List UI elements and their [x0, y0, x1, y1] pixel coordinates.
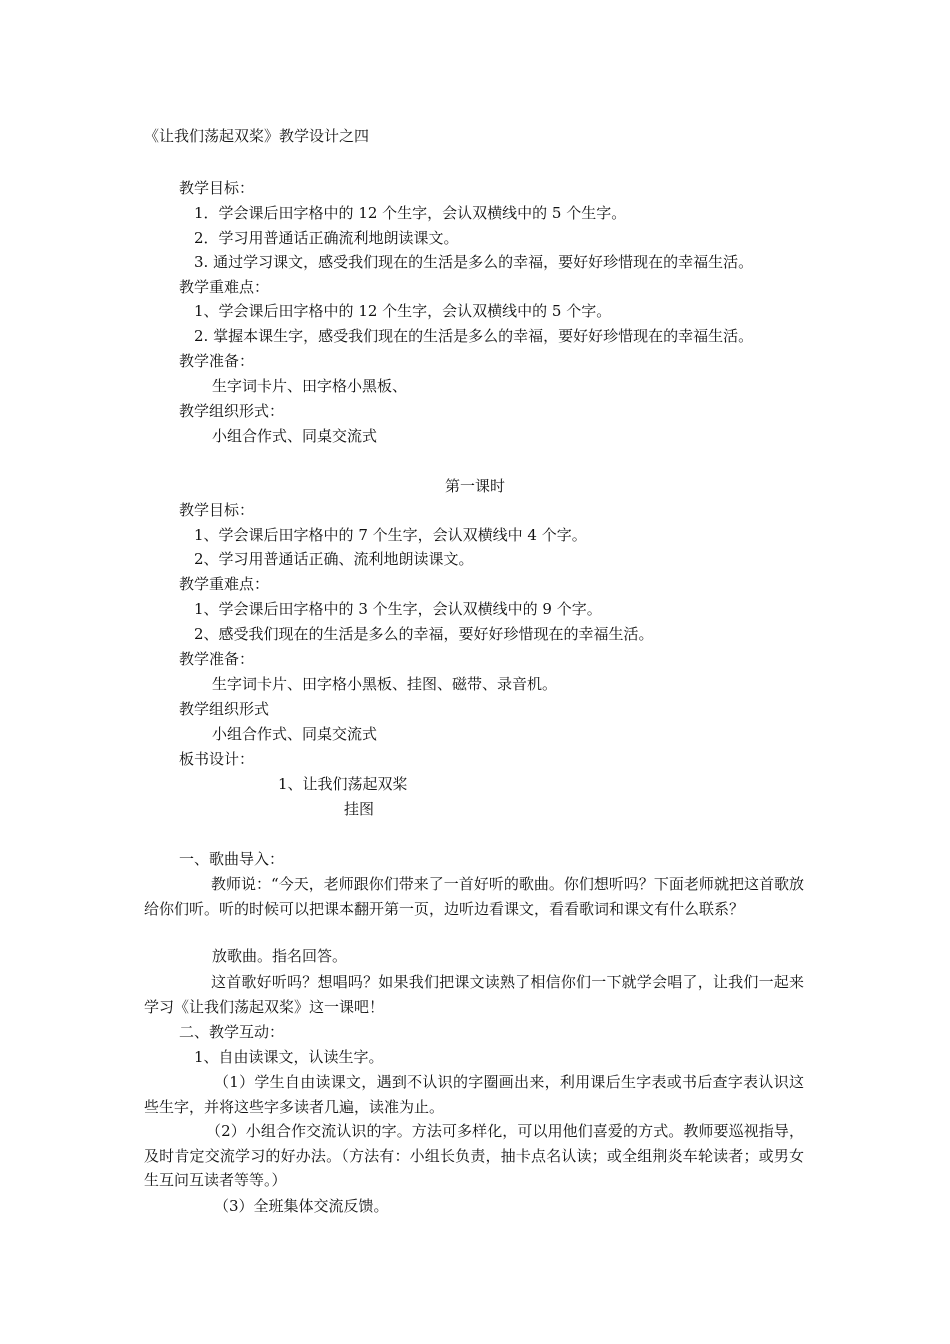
paragraph: 放歌曲。指名回答。	[212, 947, 348, 965]
goal-item: 2．学习用普通话正确流利地朗读课文。	[194, 229, 459, 247]
key-point-item: 2、感受我们现在的生活是多么的幸福，要好好珍惜现在的幸福生活。	[194, 625, 654, 643]
preparation-text: 生字词卡片、田字格小黑板、	[212, 377, 408, 395]
goal-item: 2、学习用普通话正确、流利地朗读课文。	[194, 550, 474, 568]
key-points-heading: 教学重难点：	[179, 575, 270, 593]
goals-heading: 教学目标：	[179, 501, 255, 519]
board-design-title: 1、让我们荡起双桨	[278, 775, 408, 793]
organization-text: 小组合作式、同桌交流式	[212, 725, 378, 743]
goal-item: 1、学会课后田字格中的 7 个生字，会认双横线中 4 个字。	[194, 526, 587, 544]
document-title: 《让我们荡起双桨》教学设计之四	[144, 127, 370, 145]
goals-heading: 教学目标：	[179, 179, 255, 197]
paragraph: （3）全班集体交流反馈。	[214, 1197, 389, 1215]
section-heading: 二、教学互动：	[179, 1023, 285, 1041]
subsection-heading: 1、自由读课文，认读生字。	[194, 1048, 384, 1066]
goal-item: 1．学会课后田字格中的 12 个生字，会认双横线中的 5 个生字。	[194, 204, 627, 222]
key-point-item: 2. 掌握本课生字，感受我们现在的生活是多么的幸福，要好好珍惜现在的幸福生活。	[194, 327, 754, 345]
organization-heading: 教学组织形式	[179, 700, 270, 718]
paragraph: 这首歌好听吗？想唱吗？如果我们把课文读熟了相信你们一下就学会唱了，让我们一起来学习《让我们荡起双桨》这一课吧！	[144, 973, 804, 1016]
section-heading: 一、歌曲导入：	[179, 850, 285, 868]
goal-item: 3. 通过学习课文，感受我们现在的生活是多么的幸福，要好好珍惜现在的幸福生活。	[194, 253, 754, 271]
preparation-heading: 教学准备：	[179, 650, 255, 668]
preparation-heading: 教学准备：	[179, 352, 255, 370]
paragraph: （1）学生自由读课文，遇到不认识的字圈画出来，利用课后生字表或书后查字表认识这些生字，并将这些字多读者几遍，读准为止。	[144, 1073, 804, 1116]
paragraph: 教师说：“今天，老师跟你们带来了一首好听的歌曲。你们想听吗？下面老师就把这首歌放给你们听。听的时候可以把课本翻开第一页，边听边看课文，看看歌词和课文有什么联系？	[144, 875, 804, 918]
key-point-item: 1、学会课后田字格中的 12 个生字，会认双横线中的 5 个字。	[194, 302, 612, 320]
key-points-heading: 教学重难点：	[179, 278, 270, 296]
board-design-item: 挂图	[344, 800, 375, 818]
paragraph: （2）小组合作交流认识的字。方法可多样化，可以用他们喜爱的方式。教师要巡视指导，及时肯定交流学习的好办法。（方法有：小组长负责，抽卡点名认读；或全组荆炎车轮读者；或男女生互问互读者等等。）	[144, 1122, 804, 1189]
key-point-item: 1、学会课后田字格中的 3 个生字，会认双横线中的 9 个字。	[194, 600, 602, 618]
organization-text: 小组合作式、同桌交流式	[212, 427, 378, 445]
lesson-heading: 第一课时	[444, 477, 505, 495]
board-design-heading: 板书设计：	[179, 750, 255, 768]
preparation-text: 生字词卡片、田字格小黑板、挂图、磁带、录音机。	[212, 675, 558, 693]
organization-heading: 教学组织形式：	[179, 402, 285, 420]
